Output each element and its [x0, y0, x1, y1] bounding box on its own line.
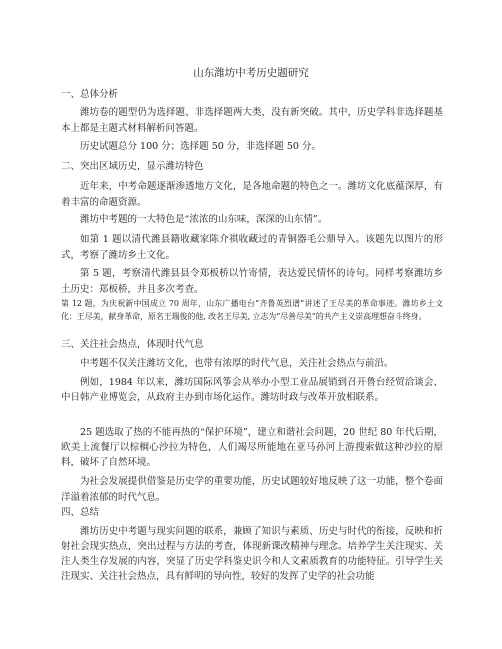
paragraph: 中考题不仅关注潍坊文化，也带有浓厚的时代气息，关注社会热点与前沿。 [80, 358, 394, 369]
paragraph: 潍坊中考题的一大特色是“浓浓的山东味，深深的山东情”。 [80, 214, 328, 225]
paragraph: 为社会发展提供借鉴是历史学的重要功能，历史试题较好地反映了这一功能，整个卷面洋溢着浓郁的时代气息。 [61, 476, 443, 503]
paragraph: 潍坊卷的题型仍为选择题、非选择题两大类，没有新突破。其中，历史学科非选择题基本上都是主题式材料解析问答题。 [61, 107, 443, 134]
section-heading-regional-history: 二、突出区域历史，显示潍坊特色 [61, 161, 204, 172]
paragraph: 近年来，中考命题逐渐渗透地方文化，是各地命题的特色之一。潍坊文化底蕴深厚，有着丰富的命题资源。 [61, 181, 443, 208]
paragraph: 例如，1984 年以来，潍坊国际风筝会从举办小型工业品展销到召开鲁台经贸洽谈会、中日韩产业博览会，从政府主办到市场化运作。潍坊时政与改革开放相联系。 [61, 377, 443, 403]
section-heading-social-hotspots: 三、关注社会热点，体现时代气息 [61, 339, 204, 350]
section-heading-overview: 一、总体分析 [61, 89, 119, 100]
paragraph: 25 题选取了热的不能再热的“保护环境”，建立和谐社会问题，20 世纪 80 年代后期，欧美上流餐厅以棕榈心沙拉为特色，人们竭尽所能地在亚马孙河上游搜索做这种沙拉的原料，破坏了自然环境。 [61, 427, 443, 468]
paragraph: 第 5 题，考察清代潍县县令郑板桥以竹寄情，表达爱民情怀的诗句。同样考察潍坊乡土历史：郑板桥，并且多次考查。 [61, 268, 443, 295]
paragraph: 历史试题总分 100 分；选择题 50 分，非选择题 50 分。 [80, 141, 321, 152]
section-heading-summary: 四、总结 [61, 507, 100, 518]
document-title: 山东潍坊中考历史题研究 [193, 67, 309, 79]
paragraph: 第 12 题，为庆祝新中国成立 70 周年，山东广播电台“齐鲁英烈谱”讲述了王尽美的革命事迹。潍坊乡土文化：王尽美，献身革命，原名王瑞俊的他, 改名王尽美, 立志为“尽善尽美”的共产主义崇高理想奋斗终身。 [61, 299, 443, 321]
paragraph: 潍坊历史中考题与现实问题的联系，兼顾了知识与素质、历史与时代的衔接，反映和折射社会现实热点，突出过程与方法的考查，体现新课改精神与理念。培养学生关注现实、关注人类生存发展的内容，突显了历史学科鉴史识今和人文素质教育的功能特征。引导学生关注现实、关注社会热点，具有鲜明的导向性，较好的发挥了史学的社会功能 [61, 526, 443, 582]
paragraph: 如第 1 题以清代潍县籍收藏家陈介祺收藏过的青铜器毛公鼎导入。该题先以图片的形式，考察了潍坊乡土文化。 [61, 234, 443, 261]
